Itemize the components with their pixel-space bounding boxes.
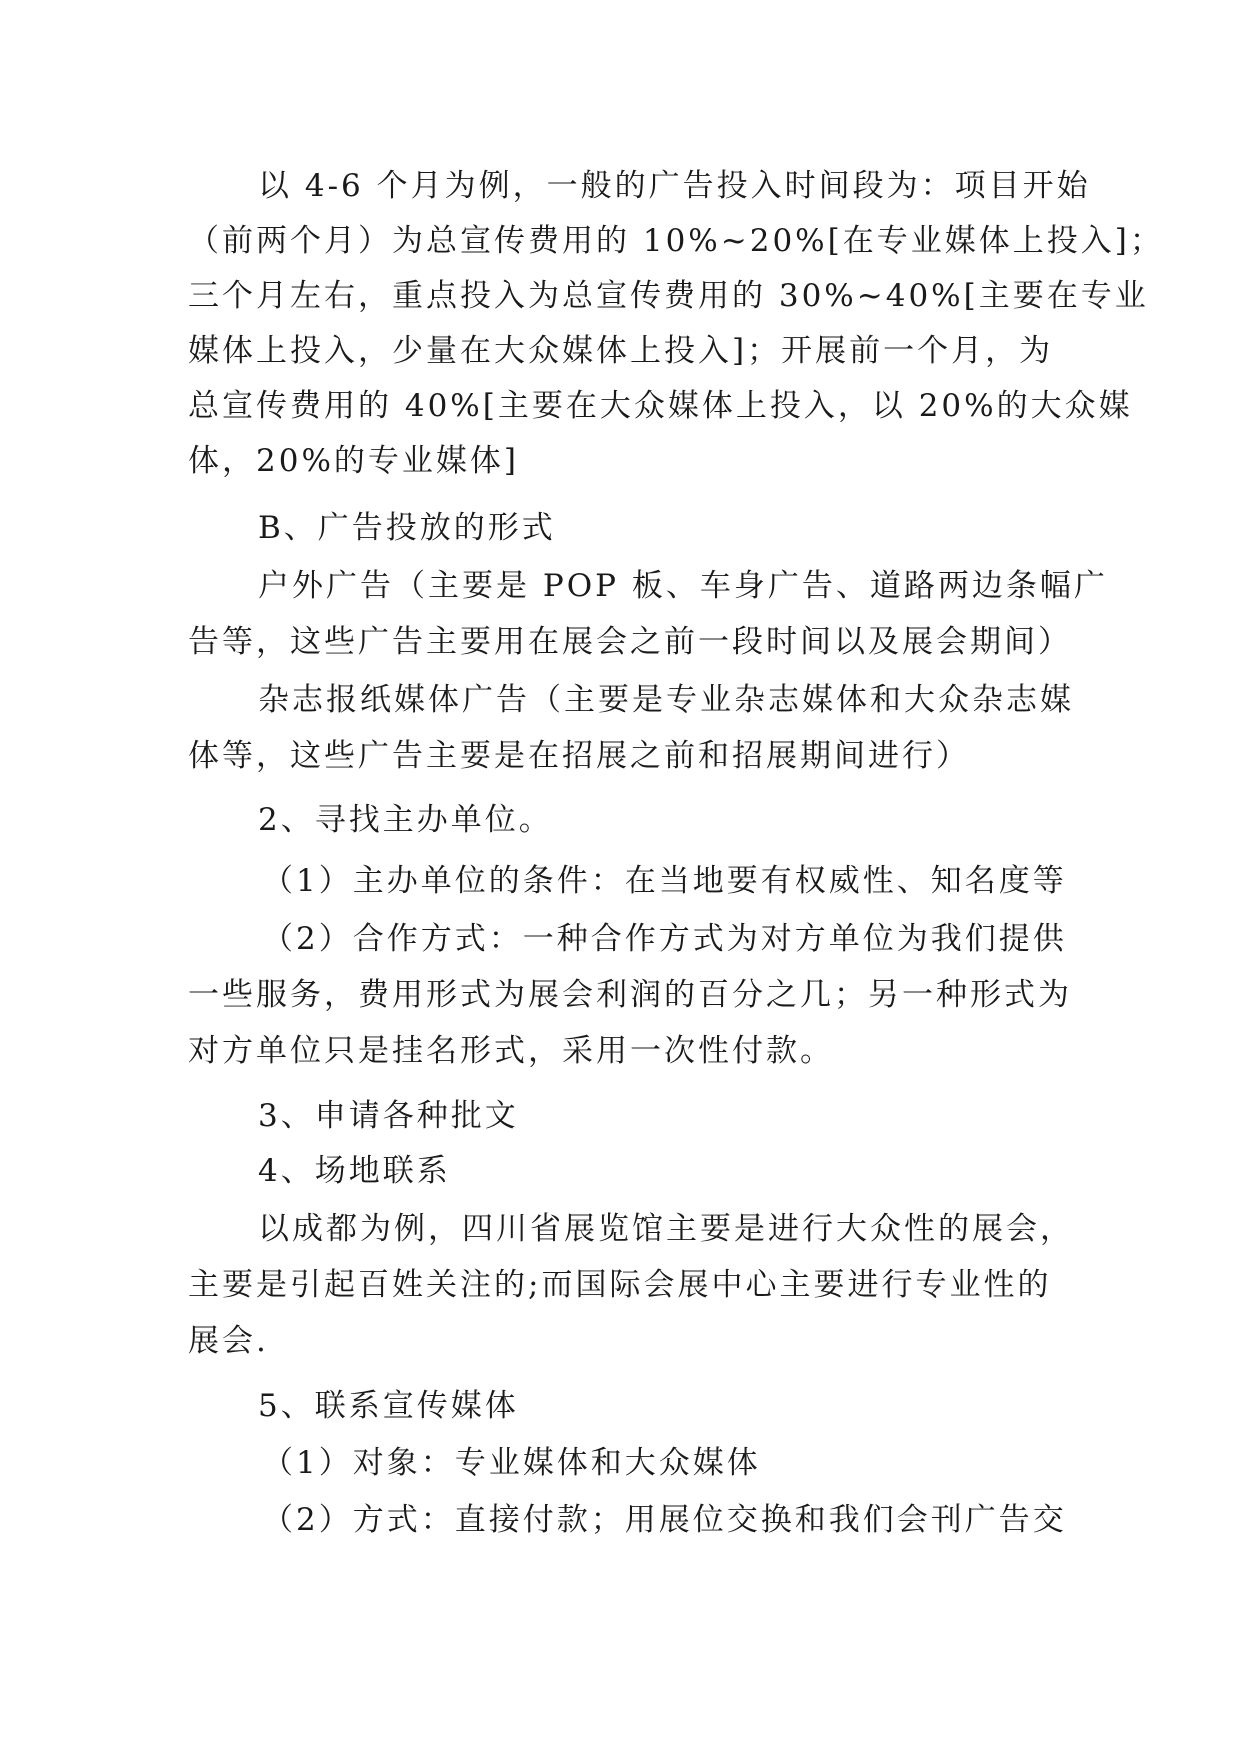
paragraph-line: 以 4-6 个月为例，一般的广告投入时间段为：项目开始 [258,168,1091,204]
list-item: （2）合作方式：一种合作方式为对方单位为我们提供 [262,921,1067,957]
paragraph-line: （前两个月）为总宣传费用的 10%~20%[在专业媒体上投入]； [188,223,1164,259]
paragraph-line: 告等，这些广告主要用在展会之前一段时间以及展会期间） [188,624,1072,660]
list-item: （1）对象：专业媒体和大众媒体 [262,1445,761,1481]
list-item: （2）方式：直接付款；用展位交换和我们会刊广告交 [262,1502,1067,1538]
paragraph-line: 主要是引起百姓关注的;而国际会展中心主要进行专业性的 [188,1267,1052,1303]
paragraph-line: 以成都为例，四川省展览馆主要是进行大众性的展会， [258,1211,1074,1247]
paragraph-line: 体等，这些广告主要是在招展之前和招展期间进行） [188,738,970,774]
paragraph-line: 总宣传费用的 40%[主要在大众媒体上投入，以 20%的大众媒 [188,388,1133,424]
paragraph-line: 三个月左右，重点投入为总宣传费用的 30%~40%[主要在专业 [188,278,1149,314]
section-heading: 5、联系宣传媒体 [258,1388,519,1424]
section-heading: 3、申请各种批文 [258,1098,519,1134]
paragraph-line: 杂志报纸媒体广告（主要是专业杂志媒体和大众杂志媒 [258,682,1074,718]
list-item: （1）主办单位的条件：在当地要有权威性、知名度等 [262,863,1067,899]
paragraph-line: 媒体上投入，少量在大众媒体上投入]；开展前一个月，为 [188,333,1054,369]
section-heading: B、广告投放的形式 [258,510,556,546]
paragraph-line: 展会. [188,1323,269,1359]
paragraph-line: 体，20%的专业媒体] [188,443,519,479]
paragraph-line: 户外广告（主要是 POP 板、车身广告、道路两边条幅广 [258,568,1108,604]
paragraph-line: 对方单位只是挂名形式，采用一次性付款。 [188,1033,834,1069]
section-heading: 4、场地联系 [258,1153,451,1189]
paragraph-line: 一些服务，费用形式为展会利润的百分之几；另一种形式为 [188,977,1072,1013]
section-heading: 2、寻找主办单位。 [258,802,553,838]
